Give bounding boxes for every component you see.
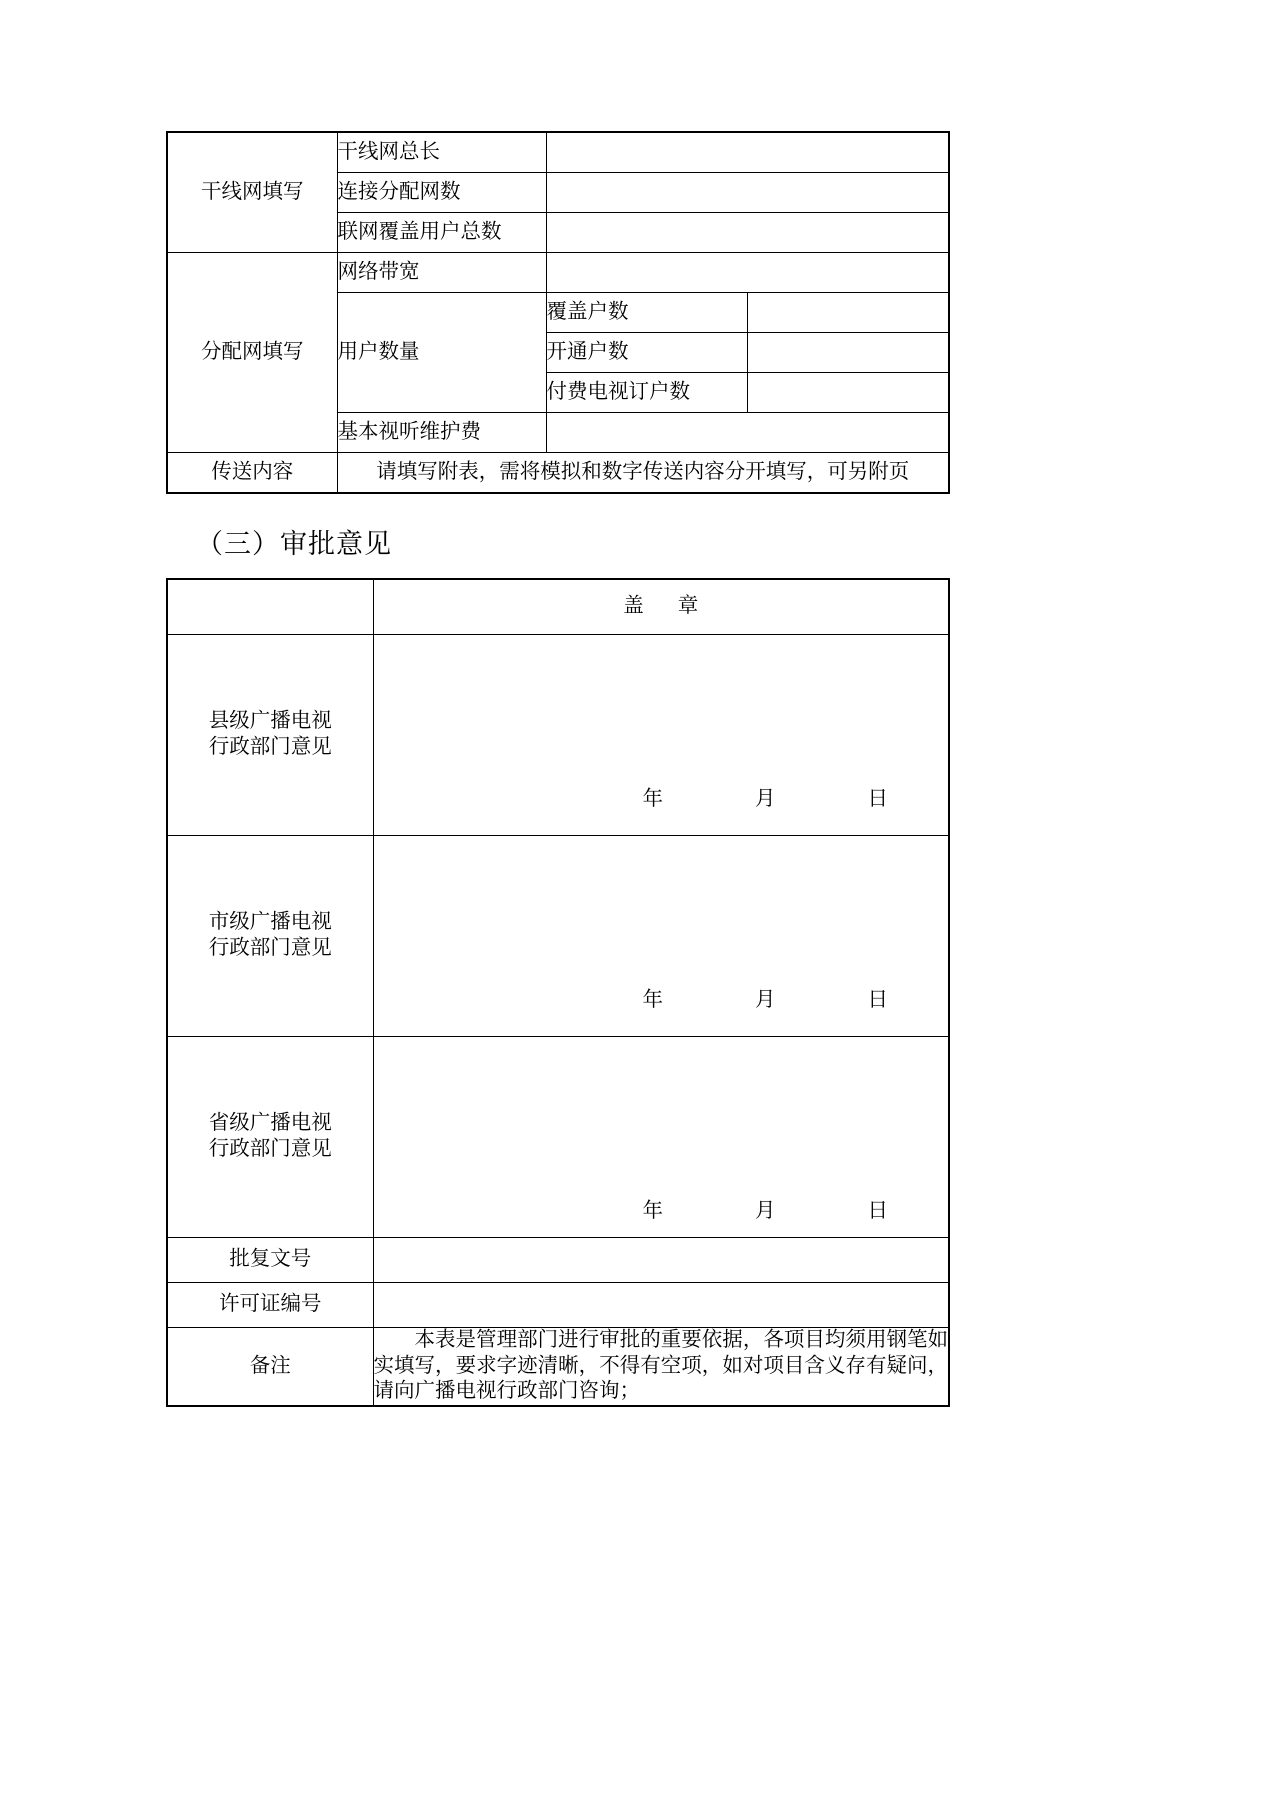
date-year-label: 年: [642, 989, 663, 1012]
field-label-network-bandwidth: 网络带宽: [337, 253, 546, 293]
label-reply-document-number: 批复文号: [167, 1238, 373, 1283]
field-label-total-covered-users: 联网覆盖用户总数: [337, 213, 546, 253]
date-day-label: 日: [867, 989, 888, 1012]
field-label-paytv-subscribers: 付费电视订户数: [546, 373, 747, 413]
field-label-activated-households: 开通户数: [546, 333, 747, 373]
remarks-text: 本表是管理部门进行审批的重要依据，各项目均须用钢笔如实填写，要求字迹清晰，不得有空项，如对项目含义存有疑问，请向广播电视行政部门咨询；: [373, 1329, 948, 1403]
table-row: [167, 1328, 949, 1406]
date-line-county: [643, 787, 889, 813]
field-value-basic-maintenance-fee[interactable]: [546, 413, 949, 453]
group-label-trunk-network: 干线网填写: [167, 132, 337, 253]
field-value-total-covered-users[interactable]: [546, 213, 949, 253]
table-row: [167, 453, 949, 494]
field-value-activated-households[interactable]: [747, 333, 949, 373]
seal-label-part2: 章: [677, 595, 699, 618]
date-month-label: 月: [755, 989, 776, 1012]
field-value-transmission-content: 请填写附表，需将模拟和数字传送内容分开填写，可另附页: [337, 453, 949, 494]
field-label-connected-distribution-networks: 连接分配网数: [337, 173, 546, 213]
date-line-city: [643, 988, 889, 1014]
seal-label-part1: 盖: [623, 595, 644, 618]
date-month-label: 月: [755, 1200, 776, 1223]
group-label-distribution-network: 分配网填写: [167, 253, 337, 453]
field-value-paytv-subscribers[interactable]: [747, 373, 949, 413]
field-label-covered-households: 覆盖户数: [546, 293, 747, 333]
field-label-basic-maintenance-fee: 基本视听维护费: [337, 413, 546, 453]
date-line-province: [643, 1199, 889, 1225]
table-row: [167, 253, 949, 293]
opinion-area-county[interactable]: [373, 635, 949, 836]
approval-opinion-table: [166, 578, 950, 1407]
seal-header-cell: [373, 579, 949, 635]
date-day-label: 日: [867, 1200, 888, 1223]
label-line-1: 省级广播电视: [208, 1112, 332, 1135]
date-month-label: 月: [755, 788, 776, 811]
table-row: [167, 1037, 949, 1238]
date-year-label: 年: [642, 788, 663, 811]
table-row: [167, 579, 949, 635]
date-day-label: 日: [867, 788, 888, 811]
field-value-network-bandwidth[interactable]: [546, 253, 949, 293]
label-line-2: 行政部门意见: [208, 937, 332, 959]
label-line-1: 县级广播电视: [208, 710, 332, 733]
date-year-label: 年: [642, 1200, 663, 1223]
label-line-1: 市级广播电视: [208, 911, 332, 934]
field-value-covered-households[interactable]: [747, 293, 949, 333]
field-value-trunk-length[interactable]: [546, 132, 949, 173]
table-row: [167, 132, 949, 173]
label-province-broadcast-opinion: [167, 1037, 373, 1238]
table-row: [167, 635, 949, 836]
label-license-number: 许可证编号: [167, 1283, 373, 1328]
page-title: （三）审批意见: [196, 529, 392, 559]
field-label-user-count: 用户数量: [337, 293, 546, 413]
field-label-trunk-length: 干线网总长: [337, 132, 546, 173]
seal-header-empty-cell: [167, 579, 373, 635]
label-remarks: 备注: [167, 1328, 373, 1406]
value-license-number[interactable]: [373, 1283, 949, 1328]
network-info-table: [166, 131, 950, 494]
opinion-area-province[interactable]: [373, 1037, 949, 1238]
label-line-2: 行政部门意见: [208, 736, 332, 758]
value-reply-document-number[interactable]: [373, 1238, 949, 1283]
opinion-area-city[interactable]: [373, 836, 949, 1037]
field-label-transmission-content: 传送内容: [167, 453, 337, 494]
table-row: [167, 1238, 949, 1283]
table-row: [167, 1283, 949, 1328]
table-row: [167, 836, 949, 1037]
label-city-broadcast-opinion: [167, 836, 373, 1037]
remarks-text-cell: [373, 1328, 949, 1406]
label-county-broadcast-opinion: [167, 635, 373, 836]
label-line-2: 行政部门意见: [208, 1138, 332, 1160]
field-value-connected-distribution-networks[interactable]: [546, 173, 949, 213]
